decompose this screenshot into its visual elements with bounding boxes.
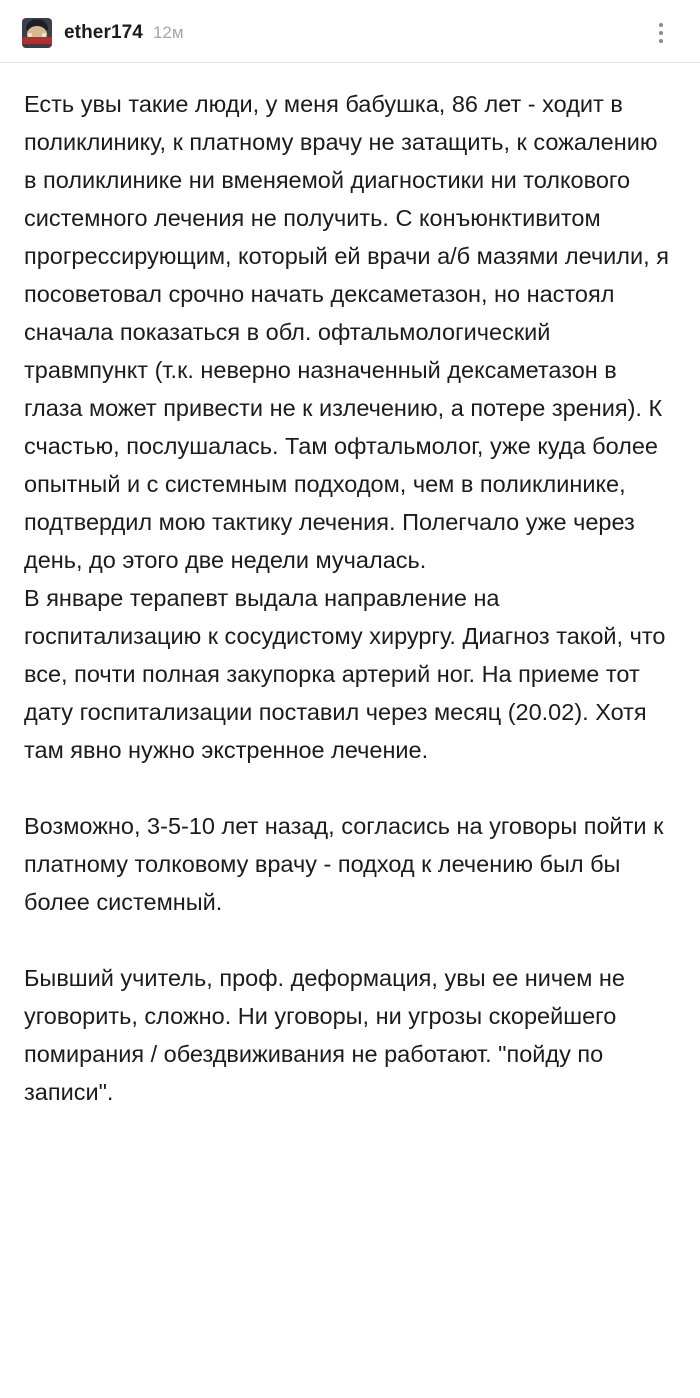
author-username[interactable]: ether174 [64, 22, 143, 43]
avatar-band-shape [22, 37, 52, 44]
comment-header [0, 0, 700, 62]
more-dot-2 [659, 31, 663, 35]
avatar[interactable] [22, 18, 52, 48]
comment-paragraph: Есть увы такие люди, у меня бабушка, 86 лет - ходит в поликлинику, к платному врачу не затащить, к сожалению в поликлинике ни вменяемой диагностики ни толкового системного лечения не получить. С конъюнктивитом прогрессирующим, который ей врачи а/б мазями лечили, я посоветовал срочно начать дексаметазон, но настоял сначала показаться в обл. офтальмологический травмпункт (т.к. неверно назначенный дексаметазон в глаза может привести не к излечению, а потере зрения). К счастью, послушалась. Там офтальмолог, уже куда более опытный и с системным подходом, чем в поликлинике, подтвердил мою тактику лечения. Полегчало уже через день, до этого две недели мучалась. [24, 91, 676, 573]
avatar-detail-right [42, 33, 46, 37]
comment-timestamp: 12м [152, 23, 184, 42]
more-dot-3 [659, 39, 663, 43]
comment-paragraph: В январе терапевт выдала направление на госпитализацию к сосудистому хирургу. Диагноз такой, что все, почти полная закупорка артерий ног. На приеме тот дату госпитализации поставил через месяц (20.02). Хотя там явно нужно экстренное лечение. [24, 585, 672, 763]
comment-paragraph: Возможно, 3-5-10 лет назад, согласись на уговоры пойти к платному толковому врачу - подход к лечению был бы более системный. [24, 813, 670, 915]
more-dot-1 [659, 23, 663, 27]
comment-paragraph: Бывший учитель, проф. деформация, увы ее ничем не уговорить, сложно. Ни уговоры, ни угрозы скорейшего помирания / обездвиживания не работают. "пойду по записи". [24, 965, 632, 1105]
avatar-detail-left [28, 33, 32, 37]
more-options-icon[interactable] [648, 18, 674, 48]
comment-body [0, 63, 700, 1137]
